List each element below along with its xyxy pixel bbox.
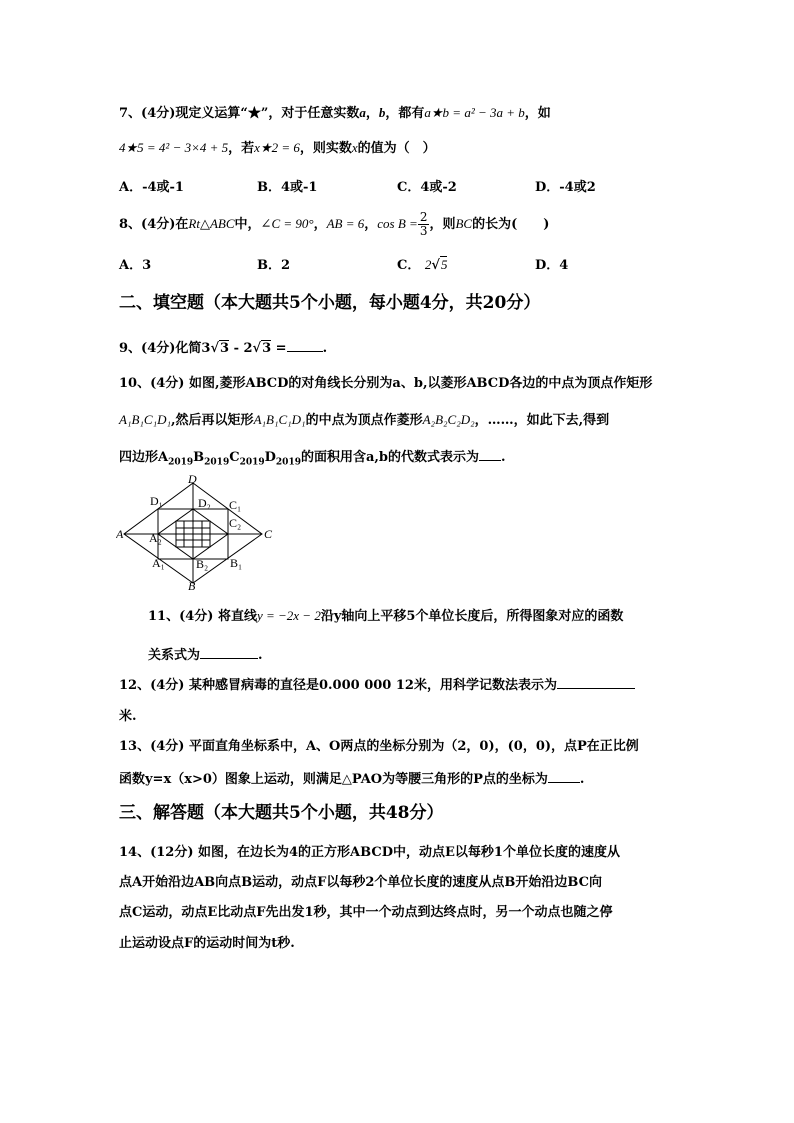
- q12-line2: 米.: [119, 709, 137, 724]
- q10-text-6: C: [229, 450, 240, 465]
- label-d2: D₂: [198, 496, 211, 510]
- section-2-heading: 二、填空题（本大题共5个小题，每小题4分，共20分）: [119, 293, 541, 313]
- q14-line2: 点A开始沿边AB向点B运动，动点F以每秒2个单位长度的速度从点B开始沿边BC向: [119, 875, 602, 890]
- q7-number: 7、(4分): [119, 106, 176, 121]
- q7-text-2: ，都有: [385, 106, 425, 121]
- q11-text-2: 沿y轴向上平移5个单位长度后，所得图象对应的函数: [320, 609, 624, 624]
- q12-line1: [119, 674, 635, 696]
- q9-radicand-2: 3: [262, 341, 272, 356]
- q10-line2: [119, 410, 609, 431]
- q10-sub-a: 2019: [168, 457, 194, 468]
- q8-text-1: 在: [175, 217, 189, 232]
- q11-text-1: 11、(4分) 将直线: [148, 609, 257, 624]
- rhombus-figure: [116, 473, 286, 593]
- q8-option-b: B．2: [257, 258, 291, 273]
- q9-radicand-1: 3: [220, 341, 230, 356]
- q8-frac-num: 2: [419, 210, 428, 224]
- q7-text-1: 现定义运算“★”，对于任意实数: [175, 106, 360, 121]
- q7-option-d: D．-4或2: [535, 180, 596, 195]
- q10-text-1: ,然后再以矩形: [171, 413, 254, 428]
- q8-angle: ∠C = 90°: [260, 216, 314, 231]
- q7-var-b: b: [378, 105, 386, 120]
- q8-fraction: [418, 211, 430, 238]
- q8-text-4: ，: [364, 217, 378, 232]
- q10-text-2: 的中点为顶点作菱形: [305, 413, 423, 428]
- q14-line1: 14、(12分) 如图，在边长为4的正方形ABCD中，动点E以每秒1个单位长度的速度从: [119, 845, 620, 860]
- q8-cos: cos B =: [377, 216, 418, 231]
- q7-line2: [119, 138, 436, 159]
- q8-option-a: A．3: [119, 258, 152, 273]
- q13-answer-blank[interactable]: [548, 768, 580, 783]
- q8-bc: BC: [455, 216, 473, 231]
- q12-answer-blank[interactable]: [557, 674, 635, 689]
- q8-triangle: Rt△ABC: [188, 216, 235, 231]
- q10-text-4: 四边形A: [119, 450, 169, 465]
- label-a1: A₁: [152, 556, 165, 570]
- q13-text-1: 函数y=x（x>0）图象上运动，则满足△PAO为等腰三角形的P点的坐标为: [119, 772, 548, 787]
- q10-sub-b: 2019: [204, 457, 230, 468]
- label-b2: B₂: [196, 557, 209, 571]
- q13-text-2: .: [579, 772, 585, 787]
- q7-definition: a★b = a² − 3a + b: [424, 105, 525, 120]
- q11-answer-blank[interactable]: [200, 644, 258, 659]
- label-b: B: [188, 579, 196, 593]
- q10-text-7: D: [264, 450, 276, 465]
- q8-option-d: D．4: [535, 258, 569, 273]
- label-c: C: [264, 527, 273, 541]
- q8-text-6: 的长为( ): [472, 217, 550, 232]
- q11-text-4: .: [258, 648, 263, 663]
- q7-example: 4★5 = 4² − 3×4 + 5: [119, 140, 229, 155]
- q7-text-5: ，则实数: [299, 141, 352, 156]
- q10-line1: 10、(4分) 如图,菱形ABCD的对角线长分别为a、b,以菱形ABCD各边的中点为顶点作矩形: [119, 376, 653, 391]
- q11-line1: [148, 606, 623, 627]
- q10-text-5: B: [193, 450, 205, 465]
- q8-line: [119, 210, 549, 239]
- label-d1: D₁: [150, 494, 163, 508]
- q13-line1: 13、(4分) 平面直角坐标系中，A、O两点的坐标分别为（2，0)，(0，0)，点P在正比例: [119, 739, 639, 754]
- label-c2: C₂: [229, 516, 242, 530]
- q9-text-3: =: [271, 341, 287, 356]
- q11-text-3: 关系式为: [148, 648, 201, 663]
- q8-text-3: ，: [313, 217, 327, 232]
- q10-text-9: .: [501, 450, 506, 465]
- q7-var-x: x: [351, 140, 358, 155]
- q10-line3: [119, 446, 506, 473]
- q8-option-c-radicand: 5: [440, 257, 448, 272]
- label-c1: C₁: [229, 498, 242, 512]
- q9-line: 9、(4分)化简3√3 - 2√3 = .: [119, 337, 327, 359]
- q11-expression: y = −2x − 2: [256, 608, 321, 623]
- q10-sub-d: 2019: [275, 457, 301, 468]
- section-3-heading: 三、解答题（本大题共5个小题，共48分）: [119, 803, 444, 823]
- q9-answer-blank[interactable]: [287, 337, 323, 352]
- q7-option-c: C．4或-2: [397, 180, 457, 195]
- q8-option-c-label: C．: [397, 258, 421, 273]
- q11-line2: [148, 644, 263, 666]
- q8-ab: AB = 6: [326, 216, 365, 231]
- q10-rect-2: A₁B₁C₁D₁: [253, 412, 306, 427]
- q7-condition: x★2 = 6: [254, 140, 300, 155]
- q9-number: 9、(4分): [119, 341, 176, 356]
- q7-var-a: a: [359, 105, 366, 120]
- q10-answer-blank[interactable]: [479, 446, 501, 461]
- q10-text-8: 的面积用含a,b的代数式表示为: [300, 450, 480, 465]
- q10-text-3: ，……，如此下去,得到: [474, 413, 610, 428]
- q8-frac-den: 3: [419, 224, 428, 238]
- q10-rect-1: A₁B₁C₁D₁: [119, 412, 172, 427]
- q8-number: 8、(4分): [119, 217, 176, 232]
- q10-sub-c: 2019: [239, 457, 265, 468]
- label-a: A: [116, 527, 124, 541]
- q14-line4: 止运动设点F的运动时间为t秒.: [119, 936, 295, 951]
- q12-text-1: 12、(4分) 某种感冒病毒的直径是0.000 000 12米，用科学记数法表示为: [119, 678, 557, 693]
- q10-rhombus-2: A₂B₂C₂D₂: [422, 412, 475, 427]
- q7-option-a: A．-4或-1: [119, 180, 184, 195]
- q9-text-4: .: [322, 341, 328, 356]
- q7-text-3: ，如: [524, 106, 551, 121]
- q8-option-c: C． 2√5: [397, 257, 448, 273]
- q7-text-4: ，若: [228, 141, 255, 156]
- q8-option-c-coef: 2: [424, 257, 432, 272]
- q9-text-2: - 2: [229, 341, 253, 356]
- label-a2: A₂: [149, 531, 162, 545]
- q14-line3: 点C运动，动点E比动点F先出发1秒，其中一个动点到达终点时，另一个动点也随之停: [119, 905, 613, 920]
- q8-text-5: ，则: [429, 217, 456, 232]
- q7-sep: ，: [365, 106, 379, 121]
- q7-option-b: B．4或-1: [257, 180, 318, 195]
- q7-text-6: 的值为（ ）: [357, 141, 436, 156]
- q13-line2: [119, 768, 584, 790]
- label-b1: B₁: [230, 556, 243, 570]
- label-d: D: [188, 473, 197, 486]
- q7-line1: [119, 103, 551, 124]
- q8-text-2: 中，: [234, 217, 261, 232]
- q9-text-1: 化简3: [175, 341, 211, 356]
